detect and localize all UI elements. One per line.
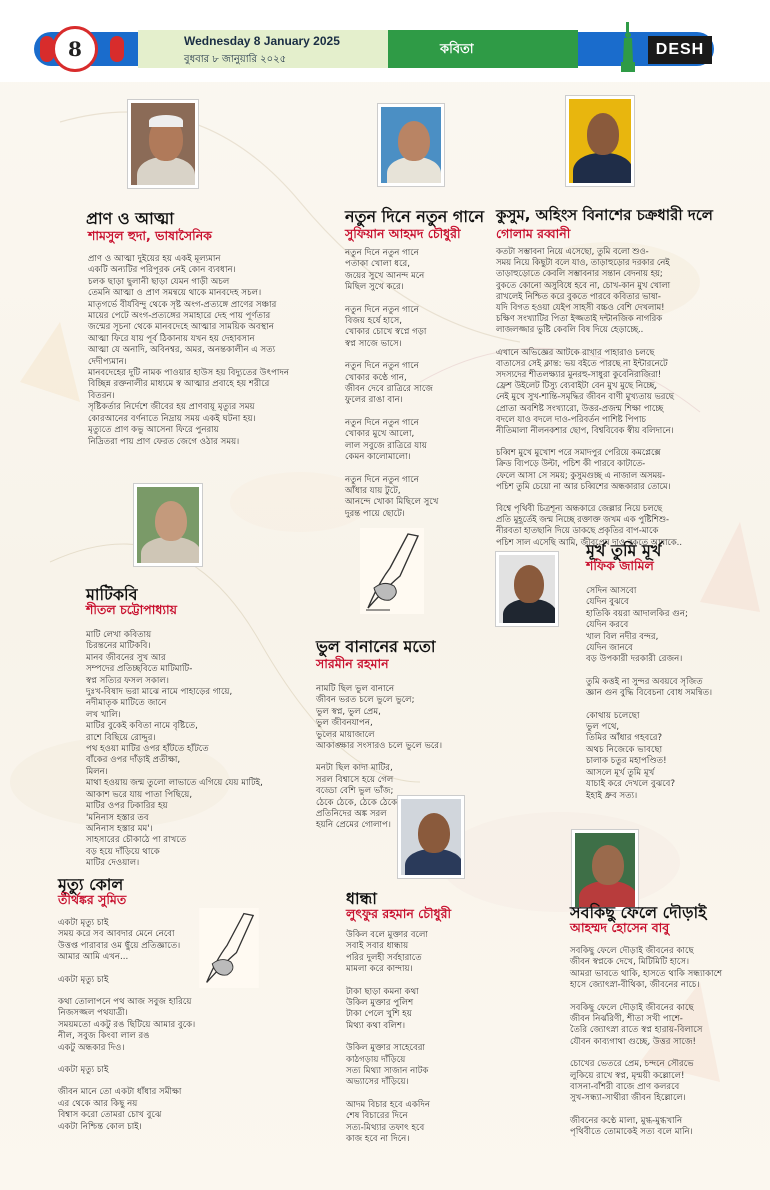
poet-photo-shamsul-huda	[128, 100, 198, 188]
poem-line: প্রোতা অবশিষ্ট সংখ্যারো, উত্তর-প্রজন্ম শিক্ষা পাচ্ছে	[496, 402, 664, 413]
poet-photo-golam-rabbani	[566, 96, 634, 186]
poem-line: হয়নি প্রেমের গোলাপ।	[316, 820, 391, 831]
poem-line: জ্ঞান গুন বুদ্ধি বিবেচনা বোধ সমন্বিত।	[586, 688, 713, 699]
poem-line: একটা মৃত্যু চাই	[58, 918, 109, 928]
poem-line: মনটা ছিল কাদা মাটির,	[316, 763, 393, 774]
poem-line: জীবন নির্ঝরিণী, শীতা সখী পাশে-	[570, 1014, 683, 1025]
poem-line	[570, 1048, 722, 1059]
poem-line: বড্ডো বেশি ভুল ভাঁজ;	[316, 786, 394, 797]
quill-hand-sketch-icon	[198, 908, 260, 988]
poem-line: ইহাই ধ্রুব সত্য।	[586, 790, 638, 801]
poem-line	[345, 464, 438, 475]
poem-line	[346, 1032, 430, 1043]
poem-line	[496, 336, 682, 347]
poem-line: সবকিছু ফেলে দৌড়াই জীবনের কাছে	[570, 1002, 694, 1013]
poem-line: লুকিয়ে রাখে স্বপ্ন, মৃন্ময়ী কল্লোলে!	[570, 1070, 685, 1081]
poem-line: সত্য মিথ্যা সাজান নাটক	[346, 1066, 429, 1077]
poem-line: খোকার মুখে আলো,	[345, 429, 415, 440]
poem-line: সৃষ্টিকর্তার নির্দেশে জীবের হয় প্রাণবায়ূ মৃত্যুর সময়	[88, 402, 255, 413]
poem-line: সময় করে সব আবদার মেনে নেবো	[58, 929, 175, 940]
poet-photo-ahmed-hossain-babu	[572, 830, 638, 910]
poem-line: চিরন্তনের মাটিকবি।	[86, 641, 151, 652]
poem-line: লাল সবুজে রাত্রিরে যায়	[345, 440, 427, 451]
poem-line: 'মনিনাস হস্তার তব	[86, 812, 149, 823]
poem-line	[58, 986, 195, 997]
poem-line: জীবন দেবে রাত্রিরে সাজে	[345, 384, 433, 395]
poem-line: রাখলেই নিশ্চিত করে বুকতে পারবে কবিতার ভাষা-	[496, 290, 661, 301]
poem-line: ভুল স্বপ্ন, ভুল প্রেম,	[316, 706, 381, 717]
poem-line: আঁধার যায় টুটে,	[345, 485, 401, 496]
poem-line: উকিল মুক্তার সাহেবেরা	[346, 1043, 425, 1054]
page-number: 8	[68, 37, 82, 61]
poem-author: শামসুল হুদা, ভাষাসৈনিক	[88, 228, 212, 243]
poem-line: তিমির আঁধার গহবরে?	[586, 733, 663, 744]
poet-photo-shafiq-jamil	[496, 552, 558, 626]
poem-body	[88, 254, 289, 448]
quill-hand-sketch-icon	[360, 528, 424, 614]
poem-body	[586, 586, 712, 802]
poet-photo-lutfur-rahman	[398, 796, 464, 878]
poem-line: নীল, সবুজ কিংবা লাল রঙ	[58, 1031, 150, 1042]
poem-line	[570, 1105, 722, 1116]
poem-line: সবাই সবার ধান্ধায়	[346, 941, 409, 952]
poem-line: নদীমাতৃক মাটিতে জানে	[86, 698, 167, 709]
poem-line: হাসে জ্যোৎস্না-বীথিকা, জীবনের নাচে।	[570, 980, 700, 991]
poem-line: যেদিন জানবে	[586, 643, 633, 654]
poem-line: বাতাসের সেই ক্লান্ত: ভয় বইতে পারছে না ইন্টারনেটে	[496, 357, 668, 368]
poem-line: মিলন।	[86, 766, 108, 777]
poem-line: খোকার চোখে স্বপ্নে গড়া	[345, 327, 427, 338]
poem-line	[346, 976, 430, 987]
poem-line: মৃত্যুতে প্রাণ কভু আসেনা ফিরে পুনরায়	[88, 425, 219, 436]
poem-line	[346, 1089, 430, 1100]
poem-line: জীবনের কণ্ঠে মালা, মুগ্ধ-মুগ্ধখানি	[570, 1115, 683, 1126]
date-bangla: বুধবার ৮ জানুয়ারি ২০২৫	[184, 54, 287, 65]
poem-line: স্বপ্ন সত্যির ফসল সকাল।	[86, 675, 169, 686]
poem-line: চোখের ভেতরে প্রেম, চন্দনে সৌরভে	[570, 1059, 694, 1070]
poem-line: একটি অন্যটির পরিপূরক নেই কোন ব্যবধান।	[88, 265, 236, 276]
poem-line: ঠেকে ঠেকে, ঠেকে ঠেকে,	[316, 797, 400, 808]
poem-line: পথ হওয়া মাটির ওপর হাঁটতে হাঁটতে	[86, 744, 209, 755]
poem-line: বড় উপকারী দরকারী রেজন।	[586, 654, 683, 665]
poem-line: তাড়াহুড়োতে কেবলি সম্ভাবনার সন্তান বেদনায় হয়;	[496, 268, 663, 279]
poem-line: মায়ের পেটে অংগ-প্রত্যঙ্গের সমাহারে দেহ পায় পূর্ণতার	[88, 311, 271, 322]
poem-line: কাজ হবে না দিনে।	[346, 1134, 410, 1145]
poem-line: হাতিকি বয়রা আদালকির গুন;	[586, 608, 688, 619]
poem-body	[58, 918, 195, 1133]
poem-title: নতুন দিনে নতুন গানে	[345, 207, 484, 226]
poem-line: দেদীপ্যমান।	[88, 356, 127, 367]
poem-line	[58, 1076, 195, 1087]
poem-line: টাকা পেলে খুশি হয়	[346, 1009, 412, 1020]
header-band-section	[388, 30, 578, 68]
poem-line: চব্বিশ মুখে মুখোশ পরে সমাদপুর পেরিয়ে কমপ্লেক্সে	[496, 447, 661, 458]
poem-line: সেদিন আসবো	[586, 586, 637, 596]
poem-line: আদম বিচার হবে একদিন	[346, 1099, 431, 1110]
poem-line: মিথ্যা কথা বলিশ।	[346, 1020, 406, 1031]
poem-line: বাসনা-বাঁশরী বাজে প্রাণ কলরবে	[570, 1082, 680, 1093]
poem-line: নতুন দিনে নতুন গানে	[345, 361, 419, 372]
poem-line: একটা মৃত্যু চাই	[58, 1065, 109, 1076]
poem-line: বাঁকের ওপর দাঁড়াই প্রতীক্ষা,	[86, 755, 181, 766]
poem-line: ফ্রেশ উইলেট টিস্যু ব্যেবাইটা বেন মুখ মুছে নিচ্ছে,	[496, 380, 658, 391]
poem-line: আত্মা ফিরে যায় পূর্ব ঠিকানায় যখন হয় দেহাবসান	[88, 333, 255, 344]
poem-author: শীতল চট্টোপাধ্যায়	[86, 602, 178, 617]
poem-line: বিশ্বাস করো তোমরা চোখ বুঝে	[58, 1110, 162, 1121]
poem-line: লাজলজ্জার ভুষ্টি কেবলি বিষ দিয়ে হেড়াচ্ছে..	[496, 324, 644, 335]
poet-photo-sheetal	[134, 484, 202, 566]
poem-line: সবকিছু ফেলে দৌড়াই জীবনের কাছে	[570, 946, 694, 956]
poem-title: মূর্খ তুমি মূর্খ	[586, 541, 662, 560]
page-header	[0, 0, 770, 82]
poem-line: এর থেকে আর কিছু নয়	[58, 1098, 138, 1109]
poem-line: নিজসজ্জল পথযাত্রী।	[58, 1008, 128, 1019]
poem-body	[496, 246, 682, 548]
poem-line	[345, 294, 438, 305]
poem-body	[345, 248, 438, 520]
poem-line: জীবন স্বপ্নকে দেখে, মিটিমিটি হাসে।	[570, 957, 690, 968]
poem-line: কোরআনের বর্ণনাতে নিদ্রায় সময় একই ঘটনা হয়।	[88, 413, 256, 424]
poem-line: যেদিন করবে	[586, 620, 629, 631]
poem-line: বিশ্বে পৃথিবী চিত্রশূন্য অন্ধকারে জেল্লার নিয়ে চলছে	[496, 503, 663, 514]
poem-line: অথচ নিজেকে ভাবছো	[586, 744, 663, 755]
poem-line: ভুল পথে,	[586, 722, 620, 733]
poem-author: শফিক জামিল	[586, 558, 654, 573]
poem-line: অনিনাস হস্তার মম'।	[86, 823, 153, 834]
poem-title: সবকিছু ফেলে দৌড়াই	[570, 903, 707, 922]
poem-line: নামটি ছিল ভুল বানানে	[316, 684, 395, 694]
date-english: Wednesday 8 January 2025	[184, 34, 340, 48]
poem-title: প্রাণ ও আত্মা	[86, 209, 174, 228]
poem-line: সম্পদের প্রতিচ্ছবিতে মাটিমাটি-	[86, 664, 193, 675]
poem-line: নতুন দিনে নতুন গানে	[345, 417, 419, 428]
poem-line: মাটির দেওয়াল।	[86, 858, 140, 869]
poem-title: ধান্ধা	[346, 889, 377, 908]
poem-author: সারমীন রহমান	[316, 656, 389, 671]
poem-line: নীতিমালা নীলনকশার ছোপ, বিশ্ববিবেক স্বীয় বলিদানে।	[496, 425, 674, 436]
poem-line	[496, 492, 682, 503]
poem-line: সত্য-মিথ্যার তফাৎ হবে	[346, 1122, 425, 1133]
poem-title: কুসুম, অহিংস বিনাশের চক্রধারী দলে	[496, 206, 713, 224]
header-red-mark-right	[110, 36, 124, 62]
poem-title: মৃত্যু কোল	[58, 875, 124, 894]
poem-line	[586, 666, 712, 677]
poem-line: একটু অন্ধকার দিও।	[58, 1042, 125, 1053]
poem-line	[570, 992, 722, 1003]
poem-line: এখানে অভিজ্ঞের আটকে রাখার পাহারাও চলছে	[496, 346, 655, 357]
poem-line: নতুন দিনে নতুন গানে	[345, 304, 419, 315]
poem-line: পচিশ তুমি চেয়ো না আর চব্বিশের অন্ধকারার তোমে।	[496, 480, 671, 491]
poem-line	[345, 350, 438, 361]
poem-line: মানবদেহের দুটি নামক পাওয়ার হাউস হয় বিদ্যুতের উৎপাদন	[88, 368, 290, 379]
poem-line: উকিল বলে মুক্তার বলো	[346, 930, 428, 940]
poem-line	[316, 752, 442, 763]
poem-line: আকাঙ্ক্ষার সংসারও চলে ভুলে ভরে।	[316, 741, 443, 752]
poem-line: মিছিল সুখে করে।	[345, 282, 404, 293]
poem-line: শেষ বিচারের দিনে	[346, 1111, 408, 1122]
poem-line: চালাক চতুর মহাপণ্ডিত!	[586, 756, 667, 767]
poem-line	[58, 1054, 195, 1065]
statue-icon	[620, 20, 636, 72]
poem-line: মাথা হওয়ায় জন্ম তুলো লাভাতে এগিয়ে যেয় মাটিই,	[86, 778, 263, 789]
poem-line: আমরা ভাবতে থাকি, হাসতে থাকি সন্ধ্যাকাশে	[570, 968, 723, 979]
poem-line: যদি বিগত হওয়া যেইপ সাহসী বচ্চও বেশি দেখলাম!	[496, 302, 665, 313]
poem-line: যৌবন কাব্যগাথা গুচ্ছে, উত্তর সাজে!	[570, 1036, 696, 1047]
poem-line	[58, 964, 195, 975]
poem-line: সদস্যদের শীতলক্ষ্যার মুনরহু-সাধুরা কুবেনিরাজিরা!	[496, 369, 662, 380]
poem-line: নতুন দিনে নতুন গানে	[345, 248, 419, 258]
poem-line: আকাশ ভরে যায় পাতা পিছিয়ে,	[86, 789, 193, 800]
poem-line: আসলে মূর্খ তুমি মূর্খ	[586, 767, 655, 778]
poem-line: আমার আমি এখন...	[58, 952, 129, 963]
poem-body	[86, 630, 263, 870]
poem-line: সুখ-সন্ধ্যা-সাথীরা জীবন হিল্লোলে।	[570, 1093, 686, 1104]
poem-line: তুমি কত্তই না সুন্দর অবয়বে সৃজিত	[586, 676, 703, 687]
poem-title: মাটিকবি	[86, 585, 138, 604]
poem-line: দুরন্ত পায়ে ছোটে।	[345, 508, 405, 519]
section-name: কবিতা	[440, 42, 474, 57]
poem-line: উত্তপ্ত পারাবার ওম ছুঁয়ে প্রতিজ্ঞাতে।	[58, 940, 181, 951]
poem-line: সময় নিয়ে কিছুটা বলে যাও, তাড়াহুড়োর দরকার নেই	[496, 257, 670, 268]
poem-line: কোথায় চলেছো	[586, 710, 640, 721]
poem-body	[346, 930, 430, 1146]
poem-line: ফুলের রাঙা বান।	[345, 395, 403, 406]
poem-line: পতাকা খোলা ধরে,	[345, 259, 410, 270]
poem-line: টাকা ছাড়া কমনা কথা	[346, 986, 419, 997]
poem-line: সরল বিশ্বাসে হয়ে গেল	[316, 774, 394, 785]
poem-line	[496, 436, 682, 447]
poem-line	[586, 700, 712, 711]
poem-line: সাহসারের চৌকাঠে পা রাখতে	[86, 835, 187, 846]
poem-line: কতটা সম্ভাবনা নিয়ে এসেছো, তুমি বলো শুও-	[496, 246, 649, 256]
poem-line: জন্মের সূচনা থেকে মানবদেহে আত্মার সাময়িক অবস্থান	[88, 322, 274, 333]
poem-author: আহম্মদ হোসেন বাবু	[570, 920, 670, 935]
poem-line: প্রাণ ও আত্মা দুইয়ের হয় একই মূল্যমান	[88, 254, 221, 264]
poem-line: বদলে যাও বদলে দাও-পরিবর্তন পাশিষ্ট পিপাচ	[496, 413, 646, 424]
poem-line: তৈরি জ্যোৎস্না রাতে স্বপ্ন হারায়-বিলাসে	[570, 1025, 703, 1036]
poem-line: মাটি লেখা কবিতায়	[86, 630, 152, 640]
poem-line: পৃথিবীতে তোমাকেই সত্য বলে মানি।	[570, 1127, 693, 1138]
poem-line: বুকতে কোনো অসুবিধে হবে না, চোখ-কান মুখ খোলা	[496, 279, 671, 290]
poem-line: মাটির বুকেই কবিতা নামে বৃষ্টিতে,	[86, 721, 198, 732]
poem-body	[570, 946, 722, 1139]
poem-author: সুফিয়ান আহমদ চৌধুরী	[345, 226, 461, 241]
poem-line: আত্মা যে অনাদি, অবিনশ্বর, অমর, অনন্তকালীন এ সত্য	[88, 345, 276, 356]
poem-line: ক্রিড ব্যিপড়ে উল্টা, পচিশ কী পারবে কাটাতে-	[496, 458, 646, 469]
poem-line: মাতৃগর্ভে বীর্যবিন্দু থেকে সৃষ্ট অংগ-প্রত্যঙ্গে প্রাণের সঞ্চার	[88, 299, 277, 310]
poem-line: একটা মৃত্যু চাই	[58, 974, 109, 985]
poem-line: চক্ষিণ সংখ্যাটির পিতা ইজ্জতাই দন্টানজিক নাগরিক	[496, 313, 663, 324]
poem-author: লুৎফুর রহমান চৌধুরী	[346, 906, 452, 921]
poet-photo-sufian-ahmed	[378, 104, 444, 186]
poem-line: কেমন কালোমালো।	[345, 452, 411, 463]
poem-line: জীবন মানে তো একটা ধাঁধার সমীক্ষা	[58, 1087, 182, 1098]
poem-title: ভুল বানানের মতো	[316, 637, 436, 656]
poem-line: খোকার কণ্ঠে গান,	[345, 372, 407, 383]
poem-line: সময়মতো একটু রঙ ছিটিয়ে আমার বুকে।	[58, 1019, 196, 1030]
poem-line: বড় হয়ে দাঁড়িয়ে থাকে	[86, 846, 160, 857]
poem-line: বিতরন।	[88, 390, 115, 401]
poem-line: যাচাই করে দেখলে বুঝবে?	[586, 779, 676, 790]
poem-line: ফেলে আসা সে সময়; কুসুমগুচ্ছ এ নাজাল অসময়-	[496, 469, 666, 480]
poem-line: উকিল মুক্তার পুলিশ	[346, 998, 414, 1009]
poem-line: নীরবতা হাতছানি দিয়ে ডাকছে প্রকৃতির বাপ-মাকে	[496, 525, 659, 536]
poem-line: রাশে বিছিয়ে রোদ্দুর।	[86, 732, 156, 743]
poem-line: ভুলের মায়াজালে	[316, 729, 375, 740]
poem-line: দুঃখ-বিষাদ ভরা মাঝে নামে পাহাড়ের গায়ে,	[86, 687, 233, 698]
poem-line: নতুন দিনে নতুন গানে	[345, 474, 419, 485]
page-number-badge	[52, 26, 98, 72]
poem-line: পরির দুলহী সর্বহারাতে	[346, 952, 422, 963]
poem-author: তীর্থঙ্কর সুমিত	[58, 892, 127, 907]
poem-line: মাটির ওপর ঢিকারির হয়	[86, 801, 168, 812]
poem-line: স্বপ্ন সাজে ভাসে।	[345, 338, 402, 349]
poem-line: অভ্যাসের দাঁড়িয়ে।	[346, 1077, 409, 1088]
poem-line: কাঠগড়ায় দাঁড়িয়ে	[346, 1054, 406, 1065]
poem-line: পচিশ সাল এসেছি আমি, জীবপ্রেম দাও বুকতে আমাকে..	[496, 536, 682, 547]
poem-line: একটা নিশ্চিন্ত কোল চাই।	[58, 1121, 142, 1132]
poem-line: জয়ের সুখে আনন্দ মনে	[345, 270, 425, 281]
poem-line: আনন্দে খোকা মিছিলে সুখে	[345, 497, 439, 508]
poem-line: মানব জীবনের সুখ আর	[86, 652, 166, 663]
poem-line: মামলা করে কান্দায়।	[346, 964, 413, 975]
poem-line: জীবন ভরত চলে ভুলে ভুলে;	[316, 695, 415, 706]
poem-line: খাল বিল নদীর বন্দর,	[586, 631, 659, 642]
logo-text: DESH	[655, 41, 705, 58]
poem-line: যেদিন বুঝবে	[586, 597, 629, 608]
poem-line: প্রতিনিদের অঙ্ক সরল	[316, 809, 387, 820]
poem-line: বিচ্ছিন্ন রক্তনালীর মাধ্যমে স্ব আত্মার প্রবাহে হয় শরীরে	[88, 379, 270, 390]
poem-line: নিদ্রিতরা পায় প্রাণ ফেরত জেগে ওঠার সময়।	[88, 436, 240, 447]
poem-line: চলক ছাড়া ছুলানী ছাড়া যেমন গাড়ী অচল	[88, 276, 230, 287]
poem-line: প্রতি মুহূর্তেই জন্ম নিচ্ছে রক্তাক্ত জখম এক পুষ্টিশিশু-	[496, 514, 670, 525]
poem-line: নেই মুখে সুখ-শান্তি-সমৃদ্ধির জীবন বাণী মুখ্যতায় ভরছে	[496, 391, 674, 402]
poem-line	[345, 407, 438, 418]
poem-line: কথা তোলাপনে পথ আজ সবুজ হারিয়ে	[58, 997, 192, 1008]
poem-line: ভুল জীবনযাপন,	[316, 718, 373, 729]
publication-logo	[648, 36, 712, 64]
poem-line: বিজয় হর্ষে হাসে,	[345, 316, 403, 327]
poem-line: তেমনি আত্মা ও প্রাণ সমন্বয়ে থাকে মানবদেহ সচল।	[88, 288, 262, 299]
poem-line: লখ খালি।	[86, 709, 121, 720]
poem-author: গোলাম রব্বানী	[496, 226, 571, 241]
